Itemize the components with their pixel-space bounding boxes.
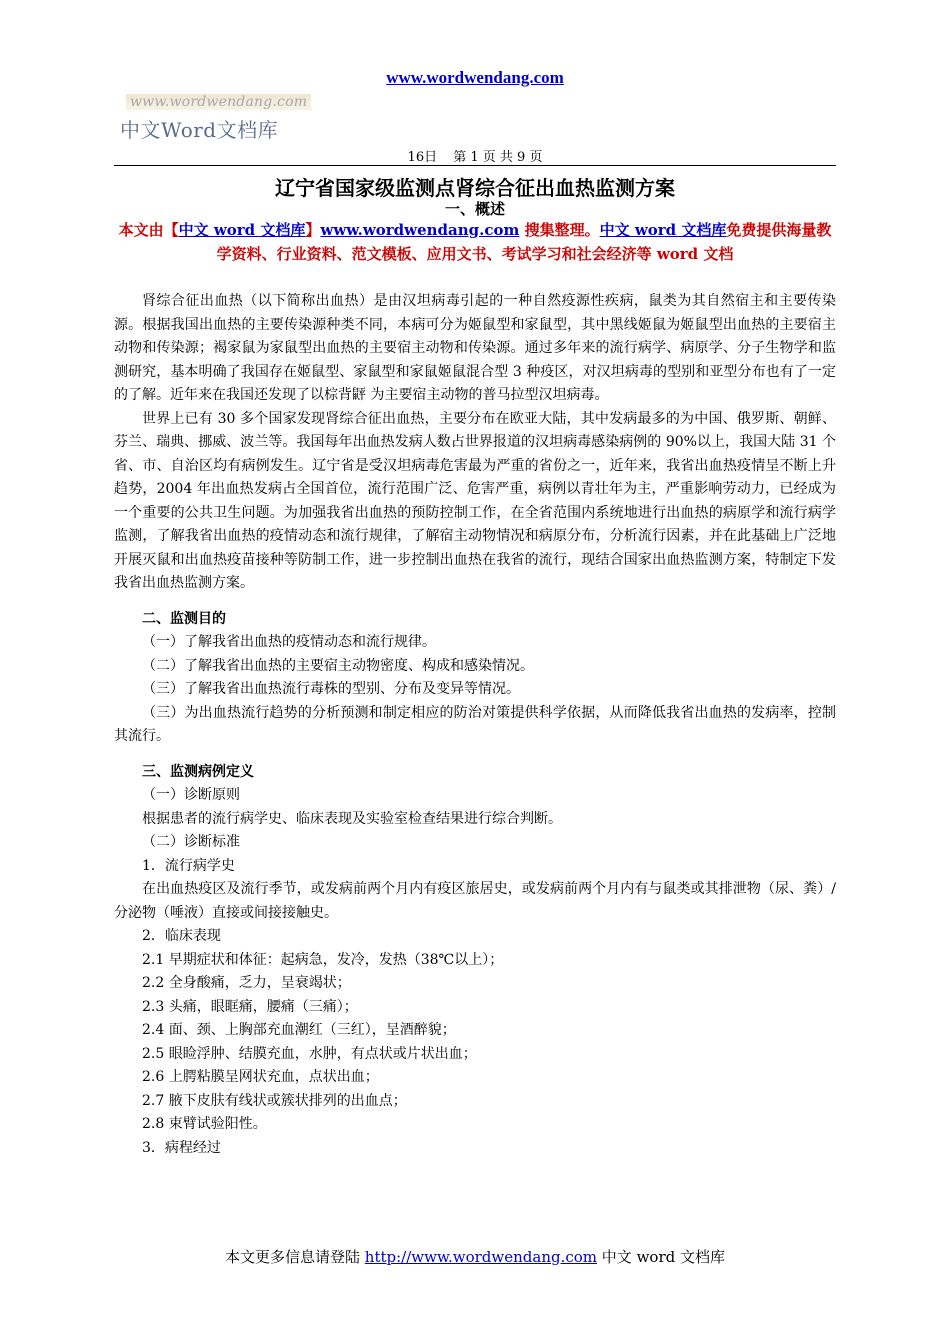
notice-prefix: 本文由【 (118, 221, 179, 239)
notice-bracket: 】 (305, 221, 321, 239)
list-item: 根据患者的流行病学史、临床表现及实验室检查结果进行综合判断。 (142, 810, 562, 827)
page-number: 第 1 页 共 9 页 (453, 150, 543, 165)
list-item: 2.3 头痛，眼眶痛，腰痛（三痛）； (142, 998, 358, 1015)
footer-suffix: 中文 word 文档库 (597, 1248, 725, 1266)
list-item: 2.1 早期症状和体征：起病急，发冷，发热（38℃以上）； (142, 951, 504, 968)
footer-url-link[interactable]: http://www.wordwendang.com (364, 1248, 598, 1266)
paragraph: 在出血热疫区及流行季节，或发病前两个月内有疫区旅居史，或发病前两个月内有与鼠类或其排泄物（尿、粪）/分泌物（唾液）直接或间接接触史。 (114, 881, 836, 921)
notice-url-link[interactable]: www.wordwendang.com (320, 221, 520, 239)
document-title: 辽宁省国家级监测点肾综合征出血热监测方案 (275, 176, 675, 200)
logo-title-text: 中文Word文档库 (120, 118, 279, 142)
list-item: 2.7 腋下皮肤有线状或簇状排列的出血点； (142, 1092, 407, 1109)
notice-suffix: 免费提供海量教学资料、行业资料、范文模板、应用文书、考试学习和社会经济等 word 文档 (216, 221, 832, 263)
list-item: （二）诊断标准 (142, 834, 240, 850)
section-heading-case-definition: 三、监测病例定义 (142, 763, 254, 780)
list-item: （三）了解我省出血热流行毒株的型别、分布及变异等情况。 (142, 681, 520, 697)
section-heading-purpose: 二、监测目的 (142, 610, 226, 627)
document-body (114, 290, 836, 1160)
list-item: 2.8 束臂试验阳性。 (142, 1116, 267, 1132)
section-heading-overview: 一、概述 (444, 200, 505, 218)
header-url-link[interactable]: www.wordwendang.com (386, 68, 564, 87)
header-divider (114, 165, 836, 166)
paragraph: 肾综合征出血热（以下简称出血热）是由汉坦病毒引起的一种自然疫源性疾病，鼠类为其自然宿主和主要传染源。根据我国出血热的主要传染源种类不同，本病可分为姬鼠型和家鼠型，其中黑线姬鼠为姬鼠型出血热的主要宿主动物和传染源；褐家鼠为家鼠型出血热的主要宿主动物和传染源。通过多年来的流行病学、病原学、分子生物学和监测研究，基本明确了我国存在姬鼠型、家鼠型和家鼠姬鼠混合型 3 种疫区，对汉坦病毒的型别和亚型分布也有了一定的了解。近年来在我国还发现了以棕背䶄 为主要宿主动物的普马拉型汉坦病毒。 (114, 293, 836, 403)
source-notice (114, 218, 836, 266)
list-item: 2．临床表现 (142, 928, 221, 944)
header-date: 16日 (407, 150, 438, 165)
page-info (0, 146, 950, 165)
logo-url-text: www.wordwendang.com (126, 94, 311, 110)
site-logo (120, 92, 308, 144)
notice-mid: 搜集整理。 (519, 221, 600, 239)
notice-site-link[interactable]: 中文 word 文档库 (178, 221, 306, 239)
paragraph: 世界上已有 30 多个国家发现肾综合征出血热，主要分布在欧亚大陆，其中发病最多的为中国、俄罗斯、朝鲜、芬兰、瑞典、挪威、波兰等。我国每年出血热发病人数占世界报道的汉坦病毒感染病例的 90%以上，我国大陆 31 个省、市、自治区均有病例发生。辽宁省是受汉坦病毒危害最为严重的省份之一，近年来，我省出血热疫情呈不断上升趋势，2004 年出血热发病占全国首位，流行范围广泛、危害严重，病例以青壮年为主，严重影响劳动力，已经成为一个重要的公共卫生问题。为加强我省出血热的预防控制工作，在全省范围内系统地进行出血热的病原学和流行病学监测，了解我省出血热的疫情动态和流行规律，了解宿主动物情况和病原分布，分析流行因素，并在此基础上广泛地开展灭鼠和出血热疫苗接种等防制工作，进一步控制出血热在我省的流行，现结合国家出血热监测方案，特制定下发我省出血热监测方案。 (114, 410, 836, 591)
page-footer (0, 1246, 950, 1267)
list-item: 1．流行病学史 (142, 857, 235, 874)
list-item: 2.4 面、颈、上胸部充血潮红（三红），呈酒醉貌； (142, 1022, 456, 1038)
list-item: （一）了解我省出血热的疫情动态和流行规律。 (142, 634, 436, 650)
paragraph: （三）为出血热流行趋势的分析预测和制定相应的防治对策提供科学依据，从而降低我省出血热的发病率，控制其流行。 (114, 704, 836, 744)
notice-site-link-2[interactable]: 中文 word 文档库 (599, 221, 727, 239)
list-item: 2.2 全身酸痛，乏力，呈衰竭状； (142, 975, 351, 991)
list-item: 2.6 上腭粘膜呈网状充血，点状出血； (142, 1069, 379, 1085)
list-item: （一）诊断原则 (142, 787, 240, 803)
list-item: （二）了解我省出血热的主要宿主动物密度、构成和感染情况。 (142, 657, 534, 674)
list-item: 2.5 眼睑浮肿、结膜充血，水肿，有点状或片状出血； (142, 1045, 477, 1062)
list-item: 3．病程经过 (142, 1139, 221, 1156)
footer-prefix: 本文更多信息请登陆 (225, 1248, 365, 1266)
